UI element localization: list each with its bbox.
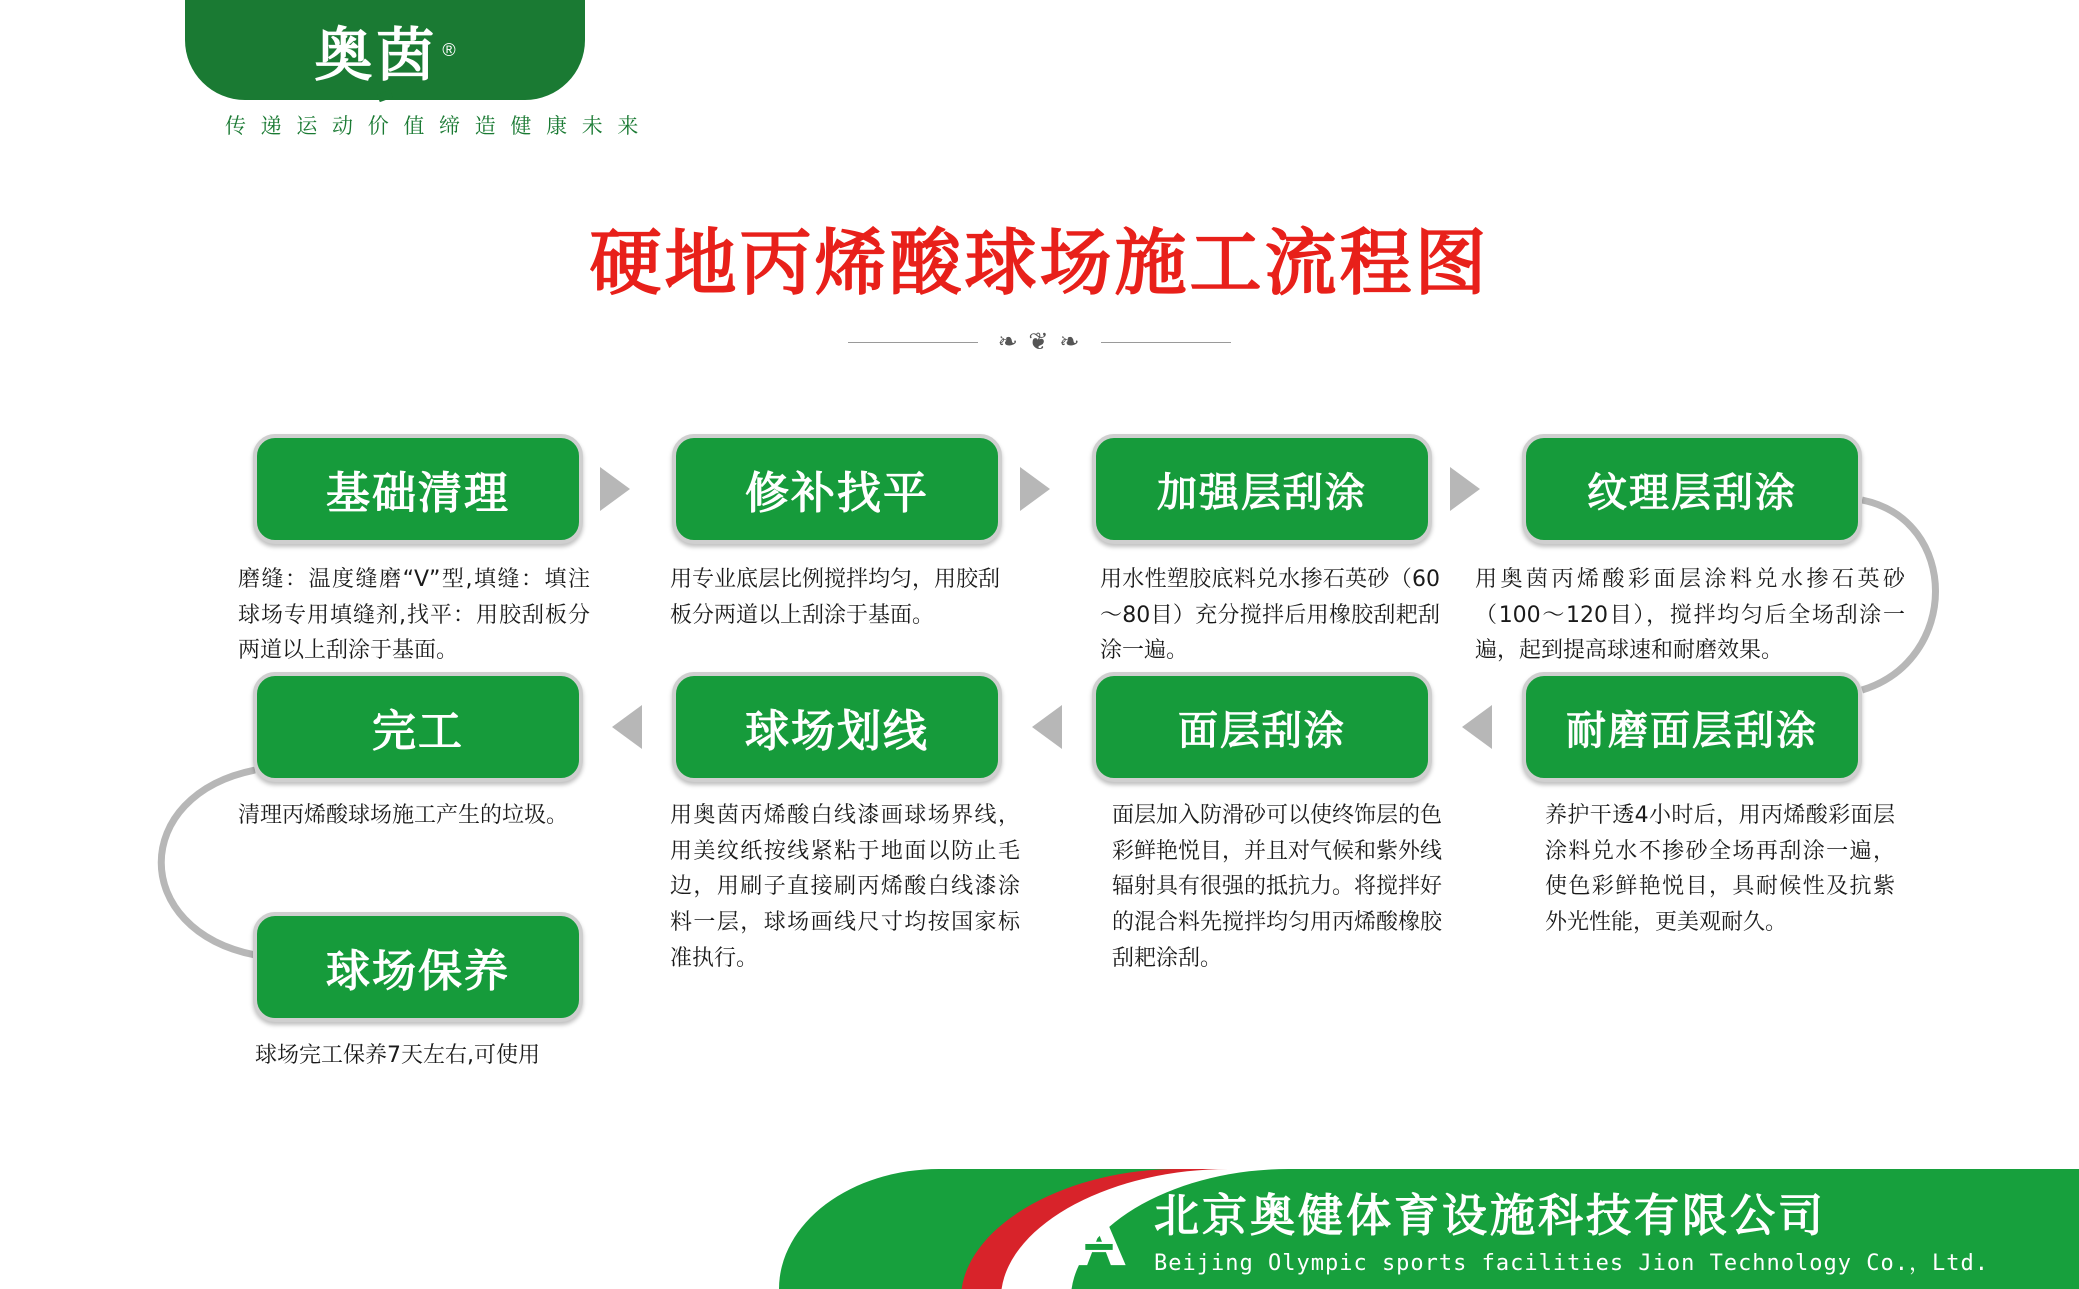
divider-line-left — [848, 342, 978, 343]
page-header — [0, 0, 2079, 150]
flow-node-2[interactable] — [672, 434, 1002, 544]
flow-node-4[interactable] — [1522, 434, 1862, 544]
arrow-6-to-7 — [1032, 705, 1062, 749]
logo-underline-decoration — [295, 95, 475, 97]
flow-desc-5: 养护干透4小时后，用丙烯酸彩面层涂料兑水不掺砂全场再刮涂一遍，使色彩鲜艳悦目，具耐候性及抗紫外光性能，更美观耐久。 — [1545, 803, 1895, 935]
divider-ornament-icon: ❧ ❦ ❧ — [997, 328, 1082, 356]
flow-node-3[interactable] — [1092, 434, 1432, 544]
page-title: 硬地丙烯酸球场施工流程图 — [589, 221, 1490, 305]
flow-node-8[interactable] — [253, 672, 583, 782]
flow-node-5-label: 耐磨面层刮涂 — [1566, 707, 1818, 754]
flow-node-1-label: 基础清理 — [326, 468, 510, 519]
arrow-3-to-4 — [1450, 467, 1480, 511]
company-logo-icon — [1062, 1197, 1136, 1271]
company-name-cn: 北京奥健体育设施科技有限公司 — [1154, 1188, 1827, 1242]
arrow-2-to-3 — [1020, 467, 1050, 511]
flow-node-5[interactable] — [1522, 672, 1862, 782]
flow-desc-2: 用专业底层比例搅拌均匀，用胶刮板分两道以上刮涂于基面。 — [670, 567, 1001, 628]
flow-node-2-label: 修补找平 — [745, 468, 929, 519]
flow-node-9-label: 球场保养 — [326, 946, 510, 997]
footer-company-block — [1062, 1188, 1989, 1278]
flow-desc-8: 清理丙烯酸球场施工产生的垃圾。 — [238, 803, 569, 828]
flow-node-6-label: 面层刮涂 — [1178, 707, 1346, 754]
brand-logo-text: 奥茵 — [314, 21, 439, 89]
arrow-5-to-6 — [1462, 705, 1492, 749]
flow-node-3-label: 加强层刮涂 — [1157, 469, 1367, 516]
flow-desc-6: 面层加入防滑砂可以使终饰层的色彩鲜艳悦目，并且对气候和紫外线辐射具有很强的抵抗力。将搅拌好的混合料先搅拌均匀用丙烯酸橡胶刮耙涂刮。 — [1112, 803, 1443, 971]
company-name-en: Beijing Olympic sports facilities Jion Technology Co.，Ltd. — [1154, 1251, 1989, 1276]
registered-trademark-icon: ® — [442, 39, 456, 60]
flow-desc-3: 用水性塑胶底料兑水掺石英砂（60～80目）充分搅拌后用橡胶刮耙刮涂一遍。 — [1100, 567, 1440, 664]
divider-line-right — [1101, 342, 1231, 343]
brand-logo — [185, 0, 585, 100]
flow-desc-4: 用奥茵丙烯酸彩面层涂料兑水掺石英砂（100～120目），搅拌均匀后全场刮涂一遍，起到提高球速和耐磨效果。 — [1475, 567, 1905, 664]
flow-node-9[interactable] — [253, 912, 583, 1022]
flow-node-6[interactable] — [1092, 672, 1432, 782]
arrow-7-to-8 — [612, 705, 642, 749]
flow-desc-7: 用奥茵丙烯酸白线漆画球场界线，用美纹纸按线紧粘于地面以防止毛边，用刷子直接刷丙烯酸白线漆涂料一层，球场画线尺寸均按国家标准执行。 — [670, 803, 1020, 971]
flow-desc-1: 磨缝：温度缝磨“V”型,填缝：填注球场专用填缝剂,找平：用胶刮板分两道以上刮涂于基面。 — [238, 567, 590, 664]
flow-desc-9: 球场完工保养7天左右,可使用 — [255, 1043, 540, 1068]
brand-slogan: 传 递 运 动 价 值 缔 造 健 康 未 来 — [225, 114, 643, 138]
flow-node-7[interactable] — [672, 672, 1002, 782]
title-divider — [0, 325, 2079, 357]
flow-node-1[interactable] — [253, 434, 583, 544]
arrow-1-to-2 — [600, 467, 630, 511]
flow-node-4-label: 纹理层刮涂 — [1587, 469, 1797, 516]
flow-node-7-label: 球场划线 — [745, 706, 929, 757]
page-footer — [0, 1169, 2079, 1289]
flow-node-8-label: 完工 — [372, 706, 464, 757]
